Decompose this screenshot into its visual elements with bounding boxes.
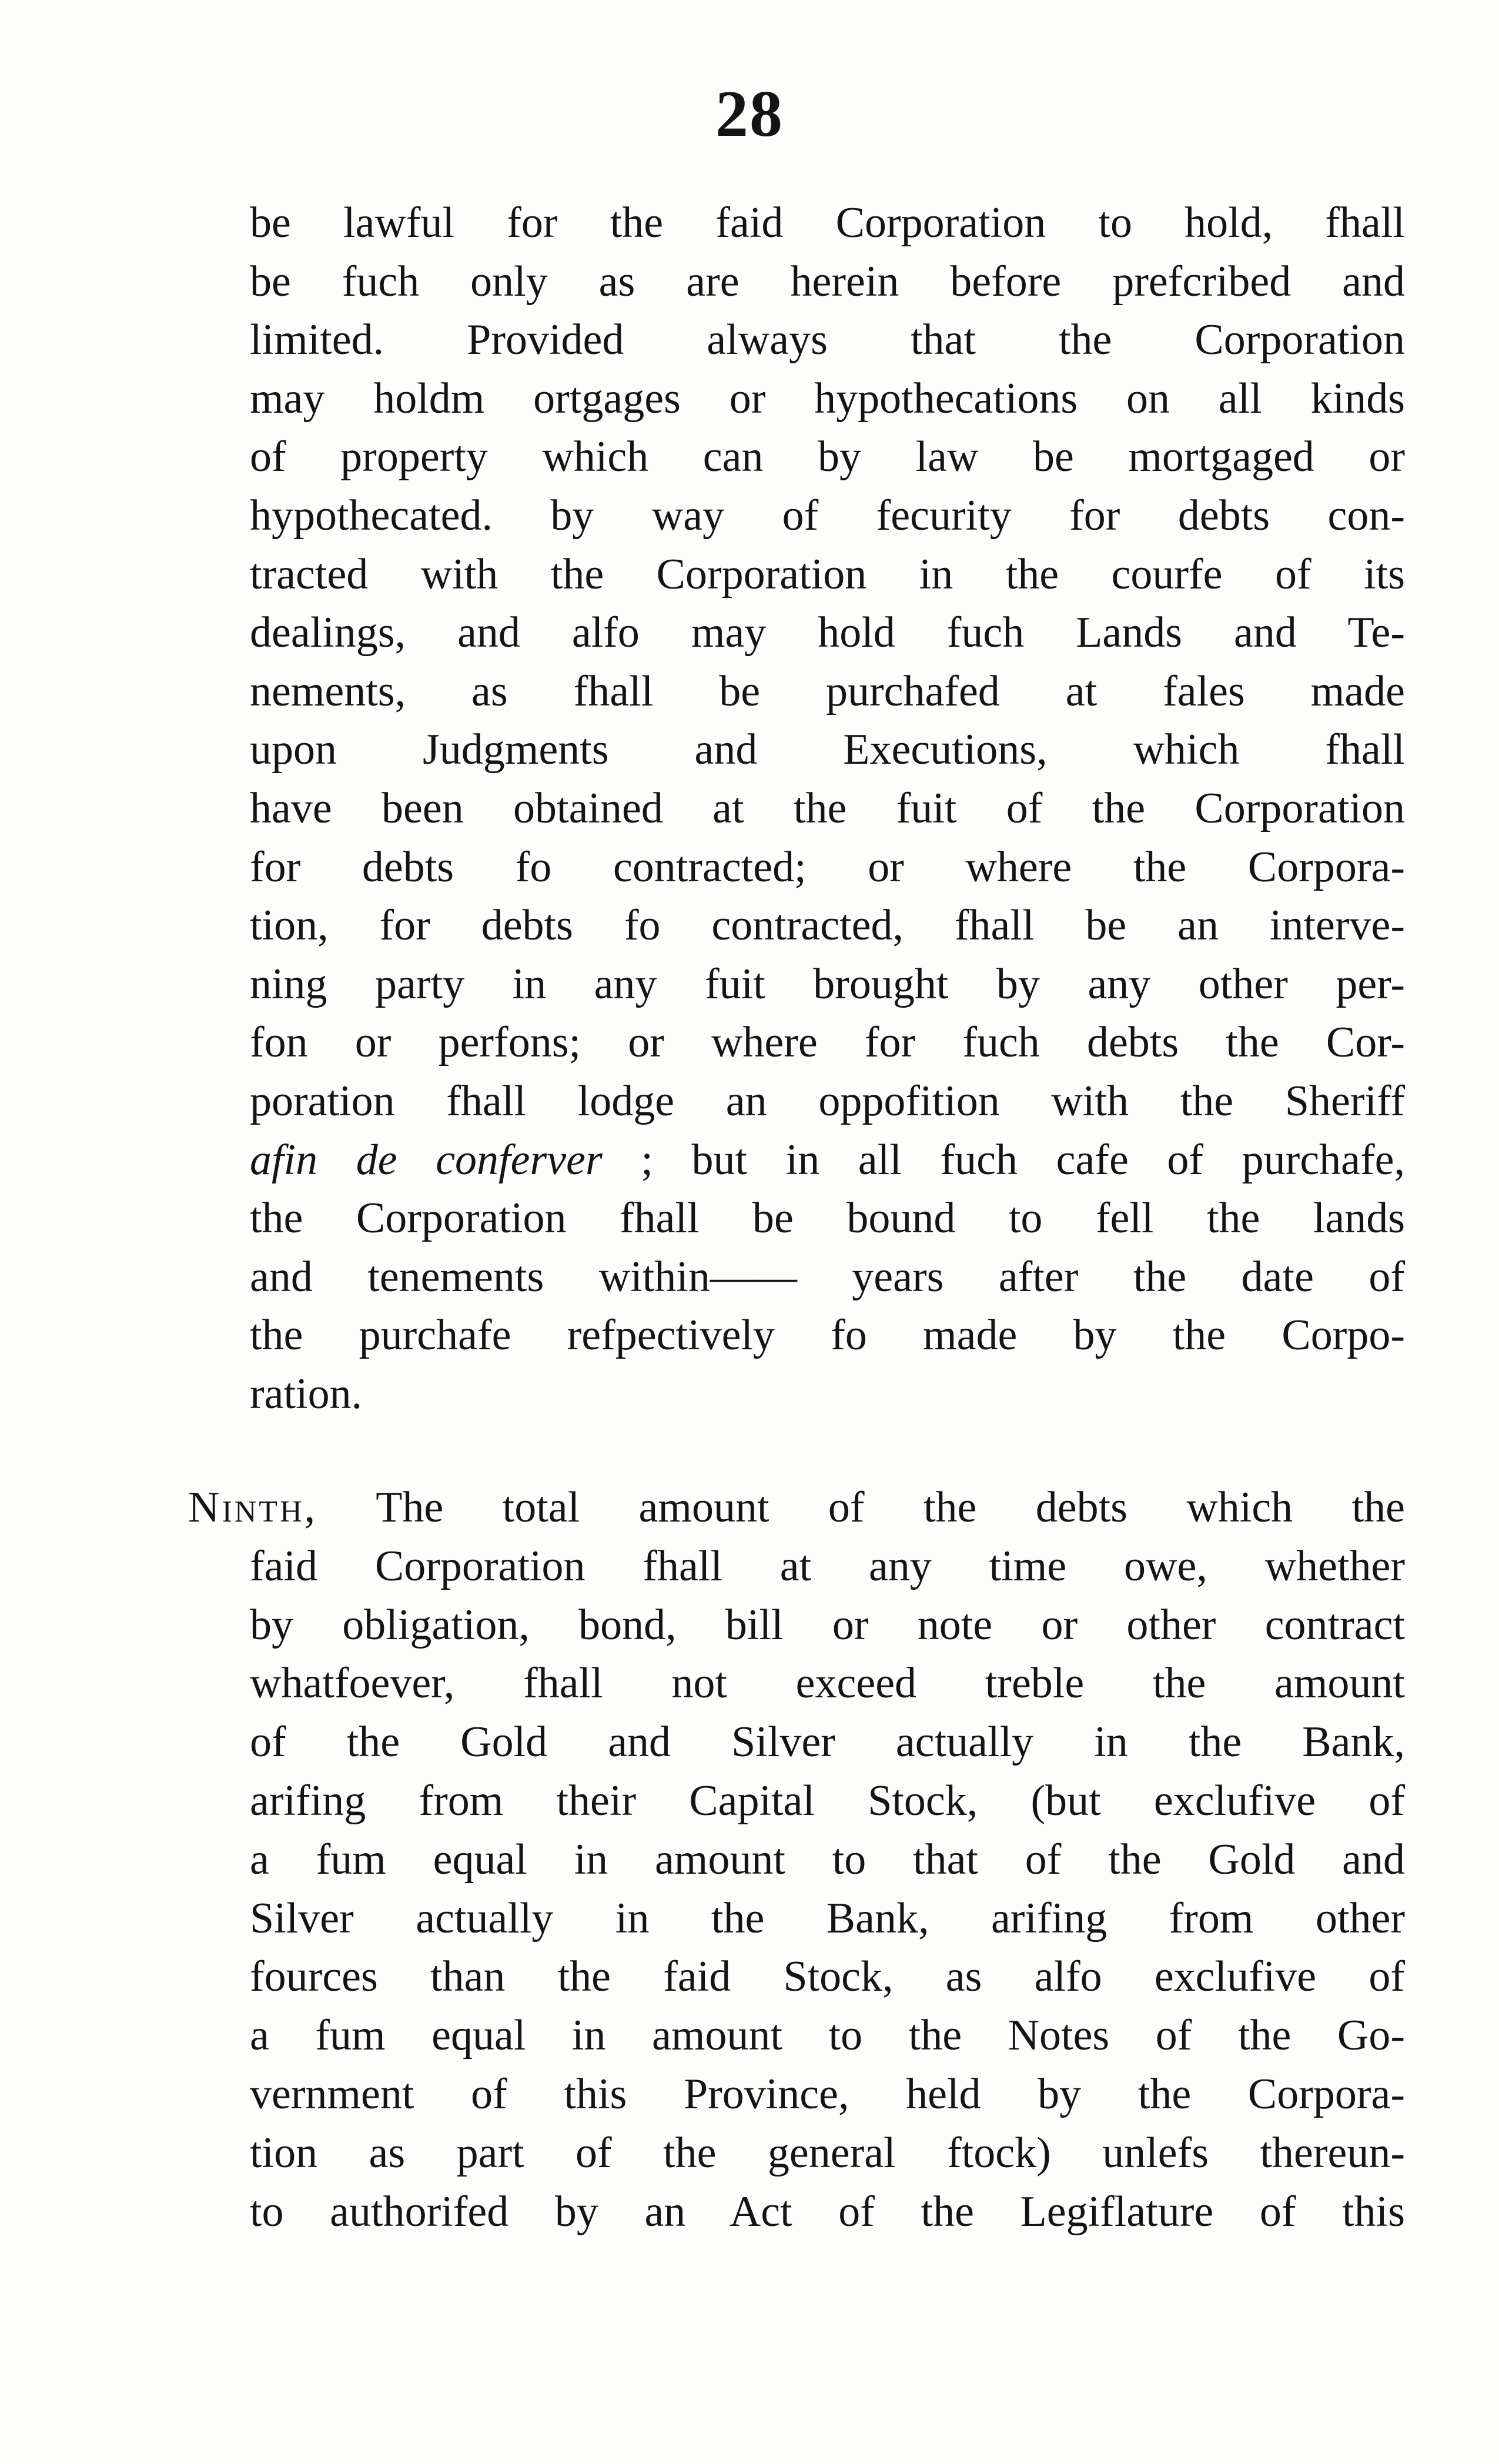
- text-line: poration fhall lodge an oppofition with the Sheriff: [250, 1076, 1405, 1125]
- text-line: a fum equal in amount to the Notes of the Go-: [250, 2011, 1405, 2060]
- text-line: faid Corporation fhall at any time owe, whether: [250, 1542, 1405, 1590]
- text-line: fon or perfons; or where for fuch debts the Cor-: [250, 1018, 1405, 1067]
- paragraph-ninth-debt-limit: [188, 1479, 1405, 2241]
- text-line: nements, as fhall be purchafed at fales made: [250, 667, 1405, 716]
- text-line: be fuch only as are herein before prefcribed and: [250, 257, 1405, 306]
- page-number: 28: [715, 78, 784, 151]
- text-line: the Corporation fhall be bound to fell the lands: [250, 1194, 1405, 1243]
- paragraph-corporation-holdings: [250, 194, 1405, 1423]
- text-line: be lawful for the faid Corporation to hold, fhall: [250, 199, 1405, 247]
- text-line: to authorifed by an Act of the Legiflature of this: [250, 2187, 1405, 2236]
- text-line: tion, for debts fo contracted, fhall be an interve-: [250, 901, 1405, 950]
- section-lead-word: Ninth,: [188, 1483, 318, 1532]
- text-line: tion as part of the general ftock) unlefs thereun-: [250, 2128, 1405, 2177]
- text-line-afin: [250, 1131, 1405, 1190]
- text-line: may holdm ortgages or hypothecations on all kinds: [250, 374, 1405, 423]
- text-line: have been obtained at the fuit of the Corporation: [250, 784, 1405, 833]
- text-line: ning party in any fuit brought by any other per-: [250, 959, 1405, 1008]
- text-line: and tenements within—— years after the date of: [250, 1252, 1405, 1301]
- text-line: hypothecated. by way of fecurity for debts con-: [250, 491, 1405, 540]
- text-line: a fum equal in amount to that of the Gold and: [250, 1835, 1405, 1884]
- text-fragment: ; but in all fuch cafe of purchafe,: [641, 1135, 1405, 1184]
- text-line: of property which can by law be mortgaged or: [250, 433, 1405, 482]
- text-line: Silver actually in the Bank, arifing from other: [250, 1894, 1405, 1943]
- text-line: of the Gold and Silver actually in the Bank,: [250, 1718, 1405, 1767]
- text-line: dealings, and alfo may hold fuch Lands and Te-: [250, 609, 1405, 657]
- text-line: upon Judgments and Executions, which fhall: [250, 726, 1405, 774]
- text-line: ration.: [250, 1369, 363, 1418]
- text-line: fources than the faid Stock, as alfo exclufive of: [250, 1953, 1405, 2001]
- latin-phrase: afin de conferver: [250, 1135, 603, 1184]
- text-fragment: The total amount of the debts which the: [376, 1483, 1405, 1532]
- text-line: tracted with the Corporation in the courfe of its: [250, 550, 1405, 599]
- text-line: arifing from their Capital Stock, (but exclufive of: [250, 1776, 1405, 1825]
- text-line: by obligation, bond, bill or note or other contract: [250, 1600, 1405, 1649]
- text-line-first: [188, 1479, 1405, 1537]
- text-line: whatfoever, fhall not exceed treble the amount: [250, 1659, 1405, 1708]
- text-line: limited. Provided always that the Corporation: [250, 316, 1405, 365]
- text-line: vernment of this Province, held by the Corpora-: [250, 2070, 1405, 2118]
- text-line: for debts fo contracted; or where the Corpora-: [250, 842, 1405, 891]
- text-line: the purchafe refpectively fo made by the Corpo-: [250, 1311, 1405, 1360]
